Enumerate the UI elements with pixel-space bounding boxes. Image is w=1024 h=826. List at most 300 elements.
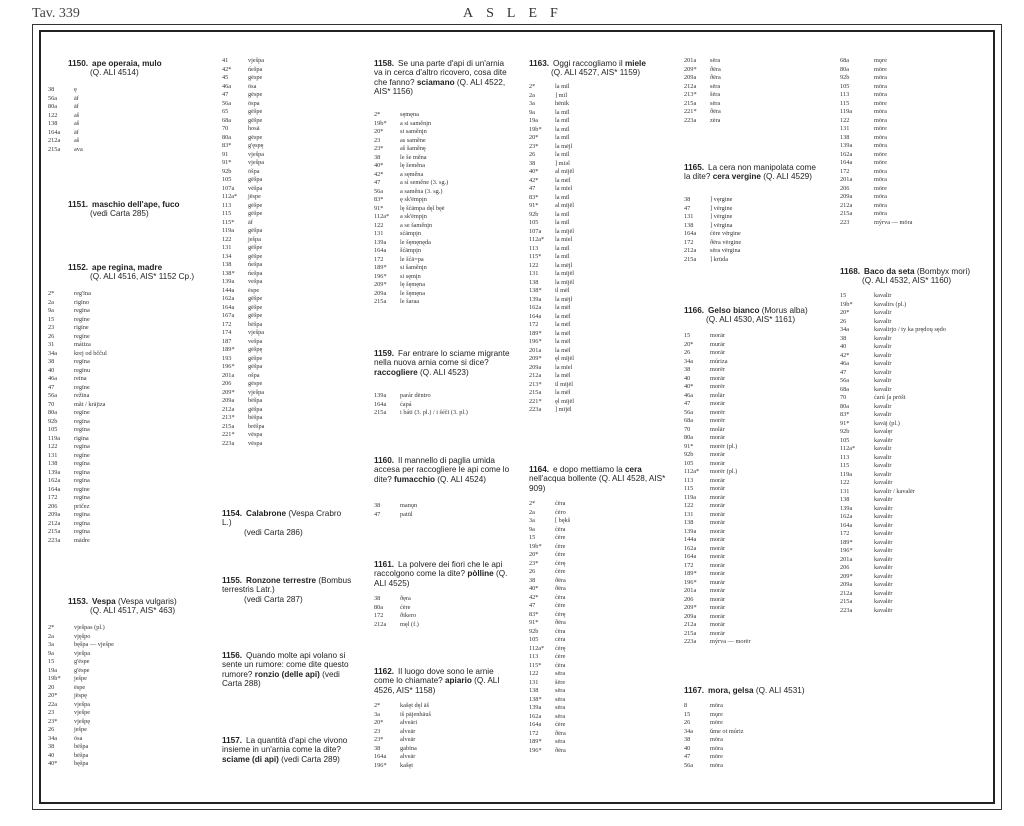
list-item <box>48 701 168 710</box>
dialect-form: kavalīr <box>874 385 892 393</box>
dialect-form: kavalīr / kavalēr <box>874 487 915 495</box>
list-item <box>48 367 168 376</box>
list-item <box>840 479 990 488</box>
location-code: 162a <box>48 477 61 484</box>
list-item <box>222 210 332 219</box>
list-item <box>48 494 168 503</box>
location-code: 172 <box>374 612 384 619</box>
list-item <box>374 239 514 248</box>
location-code: 212a <box>840 589 853 597</box>
location-code: 164a <box>684 230 697 237</box>
dialect-form: la mīl <box>555 253 570 260</box>
list-item <box>840 513 990 522</box>
dialect-form: ćēro <box>555 508 566 516</box>
list-item <box>222 219 332 228</box>
dialect-form: kavalęr <box>874 428 893 435</box>
list-item <box>529 747 659 756</box>
list-item <box>684 400 814 409</box>
dialect-form: gēšpe <box>248 312 263 319</box>
list-item <box>48 120 148 129</box>
list-item <box>374 604 514 613</box>
location-code: 196* <box>374 761 387 769</box>
dialect-form: morār <box>710 451 726 458</box>
dialect-form: mōra <box>874 116 887 124</box>
location-code: 91* <box>840 419 850 427</box>
dialect-form: morār <box>710 434 726 441</box>
location-code: 115* <box>222 218 235 226</box>
dialect-form: gēspe <box>248 74 263 81</box>
location-code: 131 <box>840 487 850 495</box>
atlas-title: ASLEF <box>463 6 571 21</box>
location-code: 138* <box>222 269 235 277</box>
list-item <box>529 185 659 194</box>
dialect-form: la mījēl <box>555 227 575 235</box>
list-item <box>48 477 168 486</box>
dialect-form: kašęt <box>400 761 413 769</box>
location-code: 23 <box>374 727 381 735</box>
list-item <box>529 645 659 654</box>
list-item <box>48 675 168 684</box>
dialect-form: gēspe <box>248 133 263 141</box>
list-item <box>222 355 332 364</box>
question-1158: 1158. Se una parte d'api di un'arnia va in cerca d'altro ricovero, cosa dite che fanno? sciamano (Q. ALI 4522, AIS* 1156) <box>374 59 507 97</box>
dialect-form: mátiza <box>74 341 91 348</box>
location-code: 2* <box>529 83 536 90</box>
location-code: 164a <box>222 303 235 311</box>
location-code: 139a <box>529 295 542 303</box>
location-code: 47 <box>684 204 691 212</box>
dialect-form: sēra <box>710 99 721 107</box>
dialect-form: regīna <box>74 417 90 425</box>
location-code: 164a <box>684 553 697 560</box>
dialect-form: ęl mījēl <box>555 355 575 362</box>
location-code: 105 <box>48 426 58 433</box>
dialect-form: krej od bččul <box>74 349 107 357</box>
list-item <box>222 66 332 75</box>
location-code: 80a <box>48 103 58 110</box>
location-code: 122 <box>374 221 384 229</box>
list-item <box>48 692 168 701</box>
dialect-form: si šaměnįn <box>400 264 427 271</box>
location-code: 19a <box>529 117 539 124</box>
list-item <box>529 509 659 518</box>
dialect-form: la mīel <box>555 236 573 243</box>
dialect-form: rigīna <box>74 434 89 442</box>
list-1166 <box>684 332 814 647</box>
dialect-form: la mēl <box>555 338 571 345</box>
location-code: 26 <box>529 568 536 575</box>
dialect-form: le šćā=pa <box>400 255 424 263</box>
dialect-form: kavalēr <box>874 436 893 444</box>
list-item <box>529 117 659 126</box>
dialect-form: mōra <box>874 193 887 200</box>
list-item <box>529 526 659 535</box>
list-item <box>222 227 332 236</box>
location-code: 40* <box>529 585 539 592</box>
list-item <box>840 420 990 429</box>
location-code: 70 <box>684 425 691 433</box>
location-code: 92b <box>222 167 232 175</box>
dialect-form: ðēra <box>710 108 721 115</box>
location-code: 46a <box>48 375 58 382</box>
location-code: 40* <box>684 383 694 390</box>
location-code: 56a <box>684 761 694 769</box>
list-item <box>48 358 168 367</box>
dialect-form: morār <box>710 476 726 484</box>
dialect-form: vješpe <box>74 709 91 716</box>
dialect-form: mōra <box>874 142 887 149</box>
location-code: 34a <box>48 349 58 357</box>
list-item <box>222 244 332 253</box>
location-code: 107a <box>529 227 542 235</box>
location-code: 26 <box>529 151 536 158</box>
location-code: 70 <box>48 400 55 408</box>
dialect-form: le šęmęna <box>400 289 425 297</box>
dialect-form: regīna <box>74 468 90 476</box>
dialect-form: sęmęna <box>400 111 419 118</box>
location-code: 172 <box>684 561 694 569</box>
location-code: 187 <box>222 337 232 345</box>
dialect-form: la mēl <box>555 372 571 379</box>
dialect-form: mýrva — morēr <box>710 638 751 645</box>
location-code: 201a <box>684 587 697 594</box>
location-code: 2* <box>48 290 55 297</box>
list-item <box>684 477 814 486</box>
location-code: 172 <box>840 167 850 175</box>
location-code: 164a <box>840 159 853 166</box>
dialect-form: gēšpe <box>248 116 263 124</box>
dialect-form: morār <box>710 459 726 467</box>
dialect-form: il mēl <box>555 287 570 294</box>
dialect-form: a saměna (3. sg.) <box>400 187 443 195</box>
list-item <box>374 162 514 171</box>
location-code: 19b* <box>840 300 853 308</box>
dialect-form: kavalēr <box>874 572 893 580</box>
location-code: 3a <box>529 100 535 107</box>
list-item <box>684 711 814 720</box>
dialect-form: ] vērgine <box>710 213 733 220</box>
list-item <box>48 511 168 520</box>
location-code: 138 <box>222 261 232 268</box>
list-item <box>840 57 980 66</box>
dialect-form: mōre <box>874 125 887 132</box>
list-item <box>529 662 659 671</box>
location-code: 22a <box>48 700 58 708</box>
list-item <box>840 471 990 480</box>
list-item <box>840 100 980 109</box>
dialect-form: morār <box>710 519 726 526</box>
list-item <box>684 426 814 435</box>
dialect-form: vješpa <box>248 150 265 158</box>
list-item <box>374 621 514 630</box>
location-code: 139a <box>529 704 542 711</box>
list-item <box>684 83 814 92</box>
list-item <box>840 564 990 573</box>
dialect-form: cēra <box>555 636 566 643</box>
dialect-form: kavalīr <box>874 309 892 316</box>
list-1163-continued <box>684 57 814 125</box>
location-code: 223a <box>529 406 542 413</box>
dialect-form: la mīl <box>555 244 570 252</box>
location-code: 2* <box>374 111 381 118</box>
list-item <box>222 117 332 126</box>
location-code: 83* <box>222 142 232 149</box>
location-code: 2* <box>529 500 536 507</box>
list-1151-continued <box>222 57 332 448</box>
location-code: 107a <box>222 184 235 192</box>
list-item <box>48 137 148 146</box>
list-item <box>529 168 659 177</box>
list-item <box>48 469 168 478</box>
dialect-form: āf <box>74 128 79 136</box>
dialect-form: vēspa <box>248 439 263 447</box>
location-code: 189* <box>840 538 853 546</box>
dialect-form: mōre <box>874 159 887 166</box>
dialect-form: ōšpa <box>248 167 260 175</box>
location-code: 139a <box>840 504 853 512</box>
location-code: 19b* <box>529 542 542 550</box>
location-code: 209* <box>529 355 542 362</box>
location-code: 209* <box>222 388 235 396</box>
location-code: 209* <box>684 65 697 73</box>
location-code: 92b <box>529 627 539 635</box>
location-code: 26 <box>48 726 55 733</box>
location-code: 164a <box>529 721 542 728</box>
list-item <box>684 434 814 443</box>
location-code: 42* <box>374 170 384 178</box>
list-item <box>529 568 659 577</box>
list-item <box>840 108 980 117</box>
list-item <box>374 736 514 745</box>
location-code: 144a <box>684 536 697 543</box>
dialect-form: ćēre <box>555 653 566 660</box>
list-item <box>529 313 659 322</box>
dialect-form: kavalēr <box>874 479 893 486</box>
list-item <box>374 145 514 154</box>
dialect-form: mǫre <box>874 57 887 64</box>
location-code: 122 <box>529 261 539 269</box>
dialect-form: ava <box>74 145 83 153</box>
list-item <box>840 352 990 361</box>
list-item <box>684 222 814 231</box>
location-code: 201a <box>529 346 542 354</box>
list-item <box>529 287 659 296</box>
location-code: 3a <box>529 517 535 524</box>
location-code: 105 <box>684 459 694 467</box>
dialect-form: vješpa <box>248 388 265 396</box>
list-item <box>222 321 332 330</box>
list-item <box>684 468 814 477</box>
list-item <box>529 577 659 586</box>
dialect-form: al mījēl <box>555 168 575 175</box>
dialect-form: morēr (pl.) <box>710 442 738 450</box>
list-item <box>529 279 659 288</box>
location-code: 138* <box>529 287 542 294</box>
dialect-form: gēšpa <box>248 176 263 183</box>
dialect-form: regīna <box>74 511 90 518</box>
location-code: 42* <box>529 176 539 184</box>
list-item <box>684 239 814 248</box>
dialect-form: ćēra <box>555 593 566 601</box>
list-item <box>374 762 514 771</box>
list-1159 <box>374 392 524 418</box>
list-item <box>48 418 168 427</box>
dialect-form: kavalīr <box>874 445 892 452</box>
location-code: 215a <box>684 629 697 637</box>
list-item <box>684 719 814 728</box>
location-code: 223 <box>840 218 850 226</box>
location-code: 209a <box>48 511 61 518</box>
list-item <box>48 443 168 452</box>
list-item <box>529 83 659 92</box>
location-code: 92b <box>840 74 850 81</box>
location-code: 80a <box>222 133 232 141</box>
location-code: 164a <box>374 400 387 408</box>
dialect-form: jēspe <box>248 193 261 200</box>
dialect-form: vešpa <box>248 278 263 285</box>
dialect-form: regīna <box>74 426 90 433</box>
location-code: 138 <box>48 460 58 467</box>
location-code: 122 <box>48 443 58 450</box>
list-item <box>48 503 168 512</box>
location-code: 40 <box>684 744 691 752</box>
dialect-form: ðēra <box>555 585 566 592</box>
dialect-form: ] vęrgine <box>710 196 733 203</box>
dialect-form: a se šaměnįn <box>400 221 433 229</box>
list-item <box>840 403 990 412</box>
location-code: 164a <box>48 485 61 493</box>
location-code: 91 <box>222 150 229 158</box>
dialect-form: rigīne <box>74 324 89 331</box>
list-item <box>684 443 814 452</box>
dialect-form: regīna <box>74 358 90 365</box>
location-code: 65 <box>222 108 229 115</box>
dialect-form: ńešpa <box>248 261 263 268</box>
list-item <box>222 295 332 304</box>
location-code: 213* <box>529 380 542 388</box>
location-code: 115 <box>840 99 850 107</box>
location-code: 112a* <box>529 236 545 243</box>
list-item <box>529 270 659 279</box>
dialect-form: vješpa <box>248 57 265 64</box>
dialect-form: ćērę <box>555 644 566 652</box>
list-item <box>529 560 659 569</box>
dialect-form: le še měna <box>400 153 427 161</box>
dialect-form: ] mīl <box>555 91 568 99</box>
list-item <box>48 684 168 693</box>
dialect-form: kavalēr <box>874 521 893 529</box>
location-code: 23 <box>374 136 381 144</box>
location-code: 215a <box>684 99 697 107</box>
dialect-form: vješpas (pl.) <box>74 624 105 631</box>
location-code: 70 <box>222 125 229 132</box>
location-code: 112a* <box>374 213 390 220</box>
question-1159: 1159. Far entrare lo sciame migrante nella nuova arnia come si dice? raccogliere (Q. ALI 4523) <box>374 349 510 377</box>
dialect-form: ðēra vērgine <box>710 238 742 246</box>
location-code: 144a <box>222 286 235 294</box>
location-code: 56a <box>840 377 850 384</box>
location-code: 23* <box>374 145 384 152</box>
location-code: 212a <box>529 372 542 379</box>
location-code: 138* <box>529 695 542 703</box>
list-item <box>374 612 514 621</box>
list-item <box>374 171 514 180</box>
list-item <box>840 598 990 607</box>
dialect-form: măt / krājiza <box>74 400 106 408</box>
dialect-form: a sęměna <box>400 170 424 178</box>
dialect-form: ćēra <box>555 525 566 533</box>
location-code: 80a <box>48 409 58 416</box>
list-item <box>529 151 659 160</box>
dialect-form: kavalēr <box>874 530 893 537</box>
dialect-form: la mīl <box>555 210 570 218</box>
list-item <box>684 460 814 469</box>
list-item <box>48 452 168 461</box>
dialect-form: regīne <box>74 451 90 459</box>
location-code: 113 <box>222 201 232 209</box>
location-code: 80a <box>374 603 384 611</box>
location-code: 212a <box>684 82 697 90</box>
list-item <box>529 602 659 611</box>
location-code: 23* <box>48 717 58 725</box>
dialect-form: kavalīr <box>874 351 892 359</box>
dialect-form: morār <box>710 553 726 560</box>
list-item <box>840 134 980 143</box>
list-item <box>48 650 168 659</box>
list-item <box>840 318 990 327</box>
list-item <box>48 520 168 529</box>
list-item <box>48 307 168 316</box>
list-item <box>374 511 514 520</box>
list-item <box>222 91 332 100</box>
dialect-form: kavalīr <box>874 470 892 478</box>
dialect-form: gēšpe <box>248 295 263 302</box>
list-item <box>684 247 814 256</box>
location-code: 112a* <box>840 445 856 452</box>
location-code: 162a <box>222 295 235 302</box>
list-item <box>529 134 659 143</box>
dialect-form: la mējl <box>555 295 573 303</box>
dialect-form: jēspę <box>74 692 87 699</box>
list-item <box>48 290 168 299</box>
dialect-form: ŭme ot múriz <box>710 727 744 735</box>
dialect-form: molār <box>710 425 725 433</box>
list-item <box>222 414 332 423</box>
list-item <box>529 704 659 713</box>
list-item <box>529 109 659 118</box>
dialect-form: regīna <box>74 477 90 484</box>
location-code: 15 <box>684 710 691 718</box>
list-item <box>48 726 168 735</box>
dialect-form: āf <box>74 94 79 102</box>
list-item <box>48 409 168 418</box>
list-item <box>684 536 814 545</box>
dialect-form: a sk'ēmpįn <box>400 213 427 220</box>
dialect-form: molār <box>710 391 725 399</box>
list-item <box>222 329 332 338</box>
location-code: 92b <box>684 451 694 458</box>
location-code: 56a <box>48 392 58 399</box>
location-code: 40* <box>48 760 58 767</box>
location-code: 2* <box>48 624 55 631</box>
list-item <box>48 324 168 333</box>
dialect-form: regīnu <box>74 366 91 374</box>
location-code: 56a <box>48 94 58 102</box>
dialect-form: mōra <box>710 744 723 752</box>
dialect-form: a si saměnįn <box>400 119 432 127</box>
list-item <box>48 752 168 761</box>
dialect-form: mādre <box>74 536 90 544</box>
